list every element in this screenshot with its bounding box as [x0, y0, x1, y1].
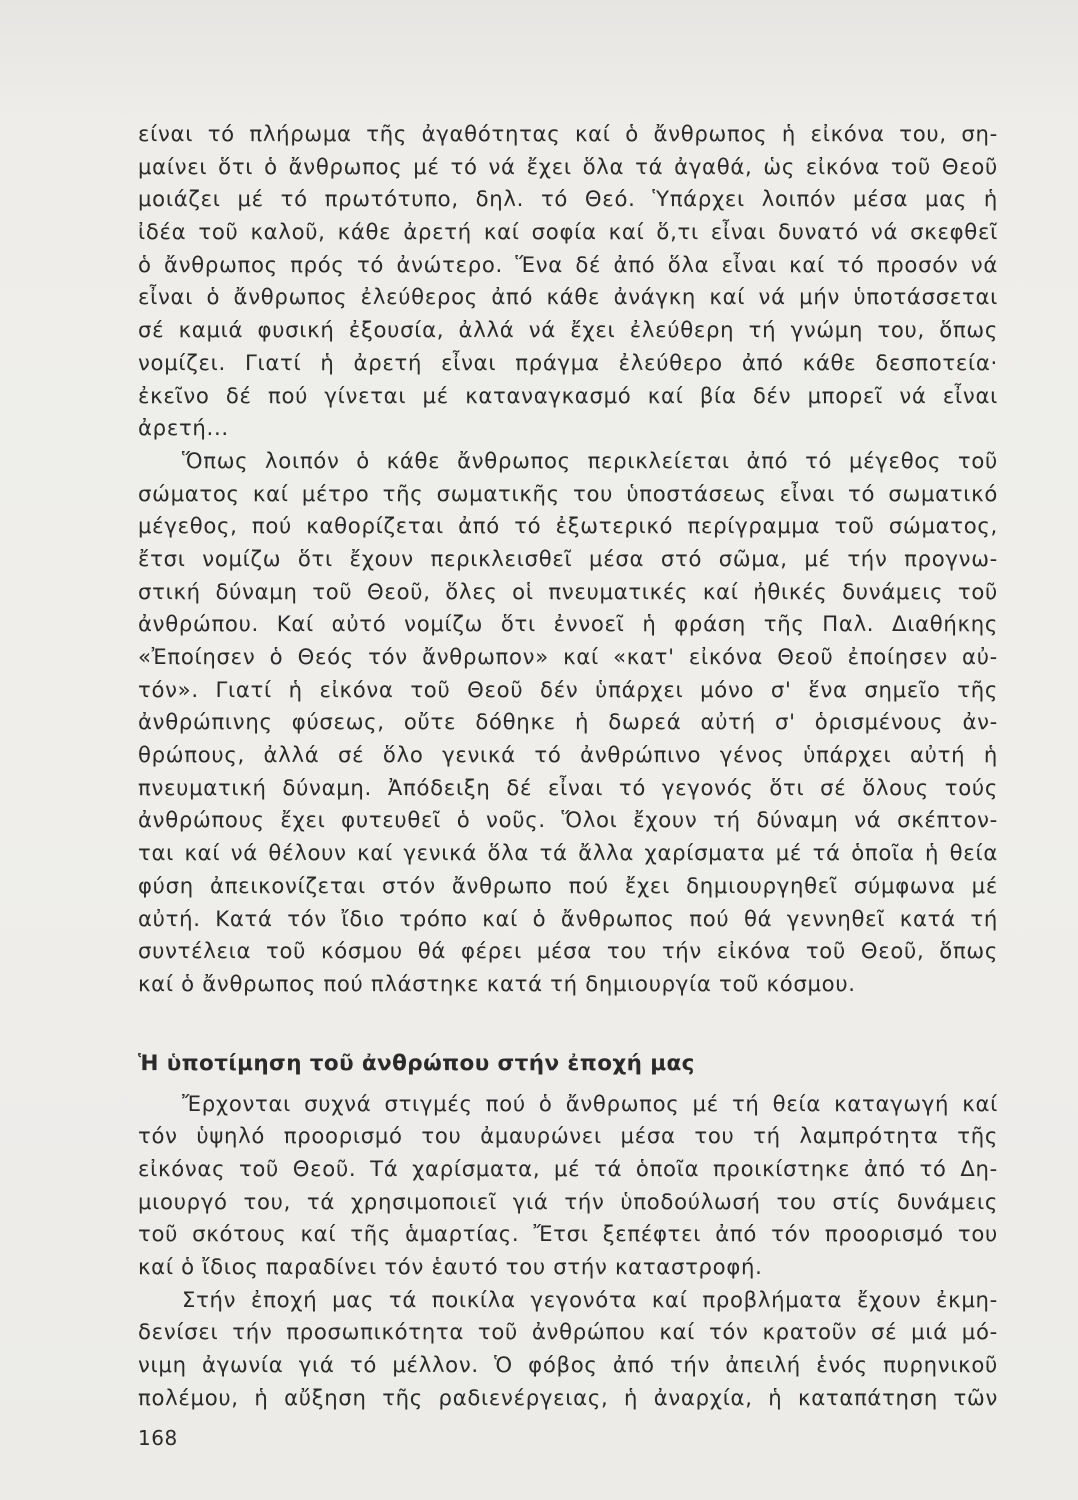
- text-line: σώματος καί μέτρο τῆς σωματικῆς του ὑποστάσεως εἶναι τό σωματικό: [138, 480, 998, 506]
- paragraph-2: [138, 445, 998, 1001]
- text-line: θρώπους, ἀλλά σέ ὅλο γενικά τό ἀνθρώπινο γένος ὑπάρχει αὐτή ἡ: [138, 742, 998, 768]
- text-line: ἀνθρώπους ἔχει φυτευθεῖ ὁ νοῦς. Ὅλοι ἔχουν τή δύναμη νά σκέπτον-: [138, 807, 998, 833]
- text-line: ἔτσι νομίζω ὅτι ἔχουν περικλεισθεῖ μέσα στό σῶμα, μέ τήν προγνω-: [138, 545, 998, 571]
- text-line: νιμη ἀγωνία γιά τό μέλλον. Ὁ φόβος ἀπό τήν ἀπειλή ἑνός πυρηνικοῦ: [138, 1352, 998, 1378]
- text-line: μέγεθος, πού καθορίζεται ἀπό τό ἐξωτερικό περίγραμμα τοῦ σώματος,: [138, 513, 998, 539]
- text-line: αὐτή. Κατά τόν ἴδιο τρόπο καί ὁ ἄνθρωπος πού θά γεννηθεῖ κατά τή: [138, 905, 998, 931]
- text-line: μοιάζει μέ τό πρωτότυπο, δηλ. τό Θεό. Ὑπάρχει λοιπόν μέσα μας ἡ: [138, 186, 998, 212]
- text-body: [138, 118, 998, 1414]
- text-line: τόν ὑψηλό προορισμό του ἀμαυρώνει μέσα του τή λαμπρότητα τῆς: [138, 1123, 998, 1149]
- text-line: ἐκεῖνο δέ πού γίνεται μέ καταναγκασμό καί βία δέν μπορεῖ νά εἶναι: [138, 382, 998, 408]
- text-line: καί ὁ ἴδιος παραδίνει τόν ἑαυτό του στήν καταστροφή.: [138, 1254, 763, 1279]
- text-line: δενίσει τήν προσωπικότητα τοῦ ἀνθρώπου καί τόν κρατοῦν σέ μιά μό-: [138, 1319, 998, 1345]
- text-line: ται καί νά θέλουν καί γενικά ὅλα τά ἄλλα χαρίσματα μέ τά ὁποῖα ἡ θεία: [138, 840, 998, 866]
- text-line: Ἔρχονται συχνά στιγμές πού ὁ ἄνθρωπος μέ τή θεία καταγωγή καί: [182, 1090, 998, 1116]
- text-line: μαίνει ὅτι ὁ ἄνθρωπος μέ τό νά ἔχει ὅλα τά ἀγαθά, ὡς εἰκόνα τοῦ Θεοῦ: [138, 153, 998, 179]
- text-line: φύση ἀπεικονίζεται στόν ἄνθρωπο πού ἔχει δημιουργηθεῖ σύμφωνα μέ: [138, 872, 998, 898]
- text-line: πολέμου, ἡ αὔξηση τῆς ραδιενέργειας, ἡ ἀναρχία, ἡ καταπάτηση τῶν: [138, 1384, 998, 1410]
- page-number: 168: [138, 1426, 178, 1450]
- text-line: καί ὁ ἄνθρωπος πού πλάστηκε κατά τή δημιουργία τοῦ κόσμου.: [138, 970, 856, 996]
- text-line: σέ καμιά φυσική ἐξουσία, ἀλλά νά ἔχει ἐλεύθερη τή γνώμη του, ὅπως: [138, 317, 998, 343]
- paragraph-3: [138, 1088, 998, 1284]
- text-line: μιουργό του, τά χρησιμοποιεῖ γιά τήν ὑποδούλωσή του στίς δυνάμεις: [138, 1188, 998, 1214]
- text-line: είναι τό πλήρωμα τῆς ἀγαθότητας καί ὁ ἄνθρωπος ἡ εἰκόνα του, ση-: [138, 121, 998, 146]
- text-line: τόν». Γιατί ἡ εἰκόνα τοῦ Θεοῦ δέν ὑπάρχει μόνο σ' ἕνα σημεῖο τῆς: [138, 676, 998, 702]
- paragraph-1: [138, 118, 998, 445]
- text-line: εἶναι ὁ ἄνθρωπος ἐλεύθερος ἀπό κάθε ἀνάγκη καί νά μήν ὑποτάσσεται: [138, 284, 998, 310]
- text-line: πνευματική δύναμη. Ἀπόδειξη δέ εἶναι τό γεγονός ὅτι σέ ὅλους τούς: [138, 774, 998, 800]
- text-line: ἰδέα τοῦ καλοῦ, κάθε ἀρετή καί σοφία καί ὅ,τι εἶναι δυνατό νά σκεφθεῖ: [138, 219, 998, 245]
- text-line: Ὅπως λοιπόν ὁ κάθε ἄνθρωπος περικλείεται ἀπό τό μέγεθος τοῦ: [182, 447, 998, 473]
- text-line: εἰκόνας τοῦ Θεοῦ. Τά χαρίσματα, μέ τά ὁποῖα προικίστηκε ἀπό τό Δη-: [138, 1155, 998, 1181]
- text-line: τοῦ σκότους καί τῆς ἁμαρτίας. Ἔτσι ξεπέφτει ἀπό τόν προορισμό του: [138, 1221, 998, 1247]
- text-line: ἀνθρώπου. Καί αὐτό νομίζω ὅτι ἐννοεῖ ἡ φράση τῆς Παλ. Διαθήκης: [138, 611, 998, 637]
- section-gap: [138, 1001, 998, 1044]
- text-line: συντέλεια τοῦ κόσμου θά φέρει μέσα του τήν εἰκόνα τοῦ Θεοῦ, ὅπως: [138, 938, 998, 964]
- text-line: ὁ ἄνθρωπος πρός τό ἀνώτερο. Ἕνα δέ ἀπό ὅλα εἶναι καί τό προσόν νά: [138, 251, 998, 277]
- text-line: στική δύναμη τοῦ Θεοῦ, ὅλες οἱ πνευματικές καί ἠθικές δυνάμεις τοῦ: [138, 578, 998, 604]
- text-line: Στήν ἐποχή μας τά ποικίλα γεγονότα καί προβλήματα ἔχουν ἐκμη-: [182, 1286, 998, 1312]
- text-line: ἀρετή...: [138, 415, 229, 441]
- section-heading: Ἡ ὑποτίμηση τοῦ ἀνθρώπου στήν ἐποχή μας: [138, 1050, 695, 1076]
- paragraph-4: [138, 1284, 998, 1415]
- text-line: «Ἐποίησεν ὁ Θεός τόν ἄνθρωπον» καί «κατ' εἰκόνα Θεοῦ ἐποίησεν αὐ-: [138, 644, 998, 669]
- text-line: ἀνθρώπινης φύσεως, οὔτε δόθηκε ἡ δωρεά αὐτή σ' ὁρισμένους ἀν-: [138, 709, 998, 735]
- text-line: νομίζει. Γιατί ἡ ἀρετή εἶναι πράγμα ἐλεύθερο ἀπό κάθε δεσποτεία·: [138, 349, 998, 375]
